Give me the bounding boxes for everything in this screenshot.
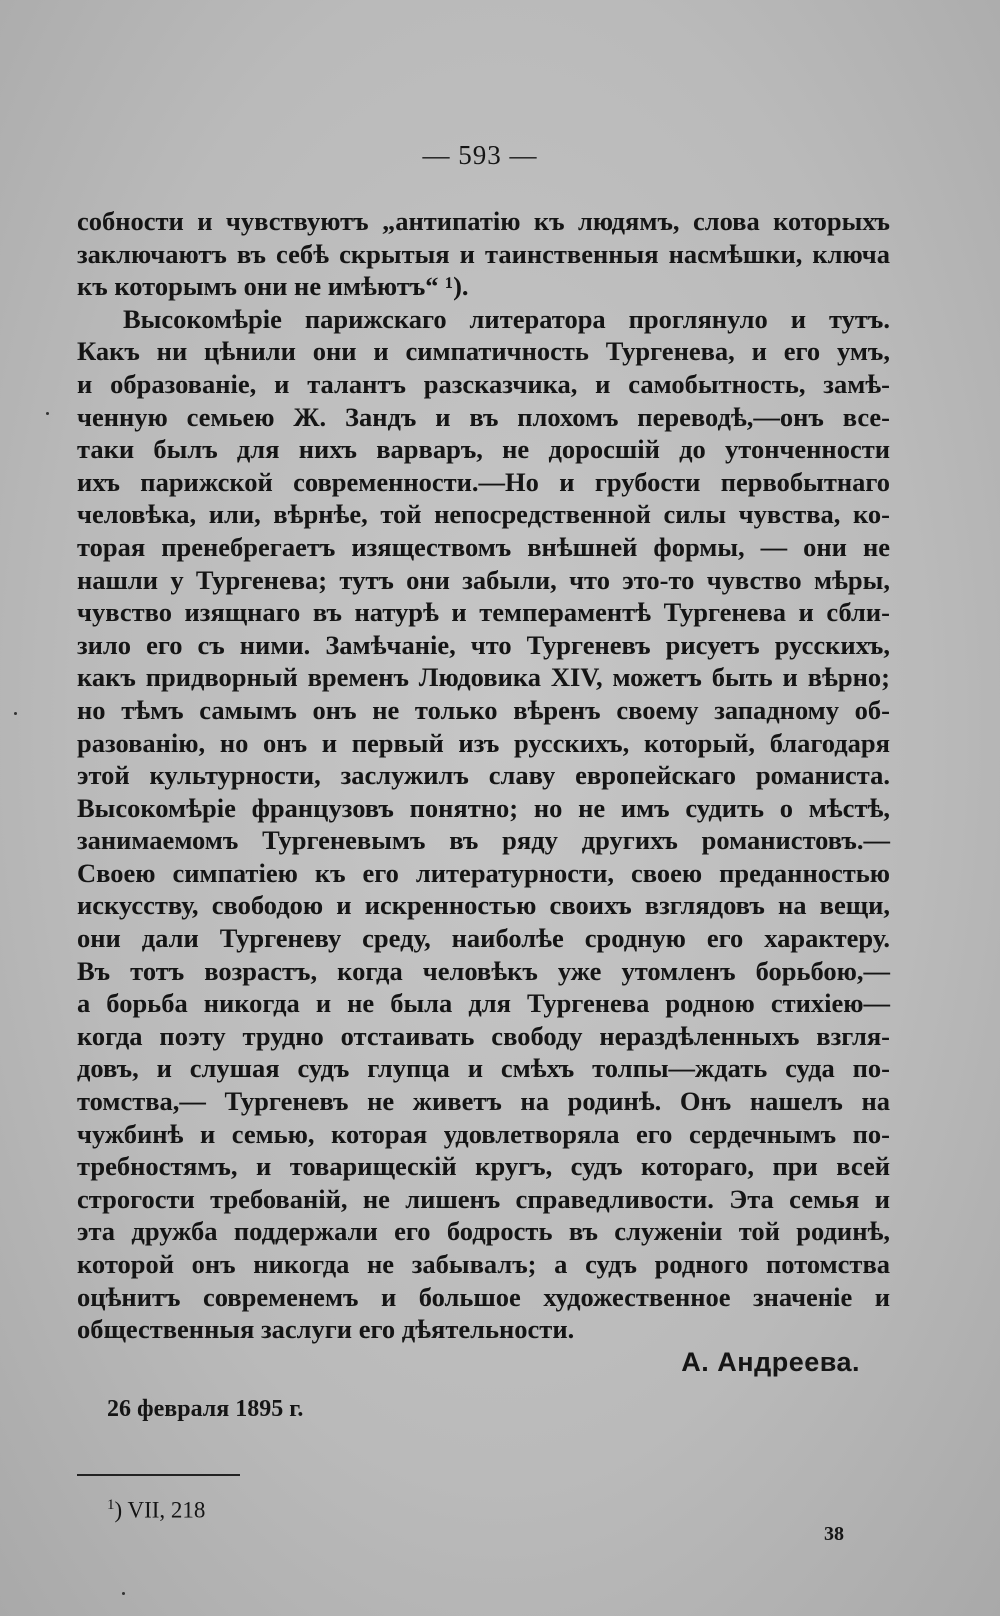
text-line: Высокомѣріе парижскаго литератора проглянуло и тутъ.: [123, 303, 890, 334]
text-line: довъ, и слушая судъ глупца и смѣхъ толпы—ждать суда по-: [77, 1053, 890, 1084]
text-line: томства,— Тургеневъ не живетъ на родинѣ. Онъ нашелъ на: [77, 1086, 890, 1117]
text-line: а борьба никогда и не была для Тургенева родною стихіею—: [77, 988, 890, 1019]
text-line: какъ придворный временъ Людовика XIV, можетъ быть и вѣрно;: [77, 662, 890, 693]
text-line: занимаемомъ Тургеневымъ въ ряду другихъ романистовъ.—: [77, 825, 890, 856]
text-line: нашли у Тургенева; тутъ они забыли, что это-то чувство мѣры,: [77, 564, 890, 595]
text-line: оцѣнитъ современемъ и большое художественное значеніе и: [77, 1281, 890, 1312]
text-line: общественныя заслуги его дѣятельности.: [77, 1314, 575, 1345]
text-line: Какъ ни цѣнили они и симпатичность Тургенева, и его умъ,: [77, 336, 890, 367]
paper-speck: [122, 1592, 125, 1595]
text-line: искусству, свободою и искренностью своихъ взглядовъ на вещи,: [77, 890, 890, 921]
text-line: Высокомѣріе французовъ понятно; но не имъ судить о мѣстѣ,: [77, 792, 890, 823]
text-line: таки былъ для нихъ варваръ, не доросшій до утонченности: [77, 434, 890, 465]
text-line: торая пренебрегаетъ изяществомъ внѣшней формы, — они не: [77, 531, 890, 562]
footnote-marker: 1: [107, 1497, 115, 1513]
text-line: и образованіе, и талантъ разсказчика, и самобытность, замѣ-: [77, 368, 890, 399]
text-line: разованію, но онъ и первый изъ русскихъ, который, благодаря: [77, 727, 890, 758]
text-line: когда поэту трудно отстаивать свободу нераздѣленныхъ взгля-: [77, 1020, 890, 1051]
paper-speck: [14, 712, 17, 715]
text-line: Своею симпатіею къ его литературности, своею преданностью: [77, 857, 890, 888]
footnote: [107, 1497, 205, 1524]
text-line: собности и чувствуютъ „антипатію къ людямъ, слова которыхъ: [77, 206, 890, 236]
text-line: зило его съ ними. Замѣчаніе, что Тургеневъ рисуетъ русскихъ,: [77, 629, 890, 660]
text-line: ченную семьею Ж. Зандъ и въ плохомъ переводѣ,—онъ все-: [77, 401, 890, 432]
text-line: заключаютъ въ себѣ скрытыя и таинственныя насмѣшки, ключа: [77, 238, 890, 269]
date-line: 26 февраля 1895 г.: [107, 1396, 304, 1422]
text-line: которой онъ никогда не забывалъ; а судъ родного потомства: [77, 1249, 890, 1279]
printer-signature-mark: 38: [824, 1523, 844, 1545]
footnote-divider: [77, 1474, 240, 1476]
text-line: эта дружба поддержали его бодрость въ служеніи той родинѣ,: [77, 1216, 890, 1247]
paper-speck: [46, 412, 49, 415]
text-line: они дали Тургеневу среду, наиболѣе сродную его характеру.: [77, 923, 890, 954]
text-line: но тѣмъ самымъ онъ не только вѣренъ своему западному об-: [77, 694, 890, 725]
body-text: [77, 205, 890, 1346]
text-line: чувство изящнаго въ натурѣ и темпераментѣ Тургенева и сбли-: [77, 597, 890, 628]
text-line: Въ тотъ возрастъ, когда человѣкъ уже утомленъ борьбою,—: [77, 955, 890, 986]
footnote-text: ) VII, 218: [114, 1497, 206, 1523]
author-signature: А. Андреева.: [681, 1347, 860, 1377]
text-line: человѣка, или, вѣрнѣе, той непосредственной силы чувства, ко-: [77, 499, 890, 530]
text-line: этой культурности, заслужилъ славу европейскаго романиста.: [77, 760, 890, 791]
page-number-header: — 593 —: [422, 140, 538, 170]
text-line: ихъ парижской современности.—Но и грубости первобытнаго: [77, 466, 890, 497]
text-line: строгости требованій, не лишенъ справедливости. Эта семья и: [77, 1183, 890, 1214]
text-line: чужбинѣ и семью, которая удовлетворяла его сердечнымъ по-: [77, 1118, 890, 1149]
text-line: къ которымъ они не имѣютъ“ ¹).: [77, 271, 469, 302]
text-line: требностямъ, и товарищескій кругъ, судъ котораго, при всей: [77, 1151, 890, 1182]
